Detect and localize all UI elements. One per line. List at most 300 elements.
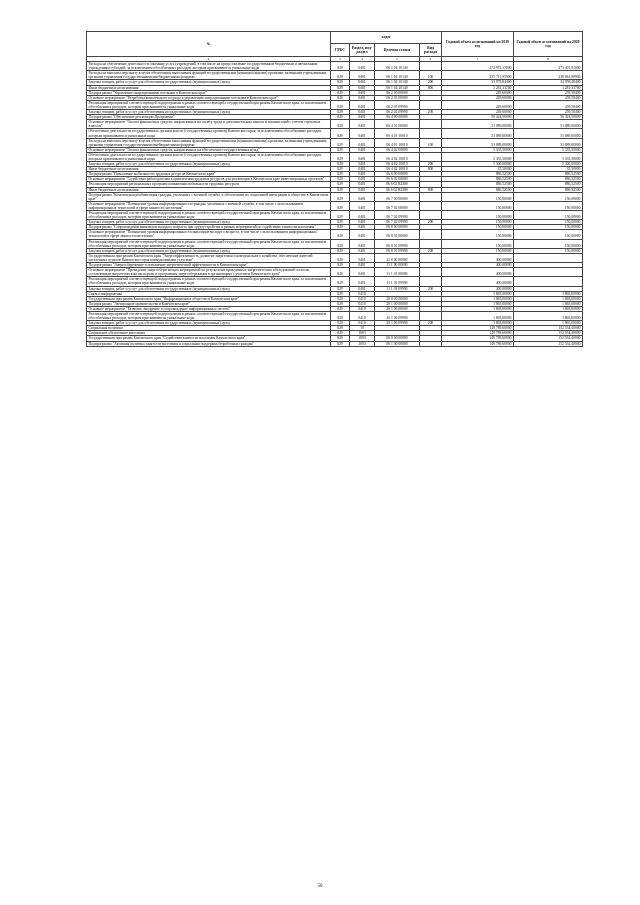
row-amount-2019: 150,00000 (442, 220, 514, 225)
row-amount-2019: 400,00000 (442, 253, 514, 262)
row-expense-type: 200 (420, 80, 442, 85)
row-amount-2020: 238 061,98900 (514, 71, 583, 80)
row-grbs: 829 (331, 138, 350, 147)
row-target-article: 06 2 01 09990 (375, 100, 420, 109)
row-expense-type: 200 (420, 220, 442, 225)
row-razdel: 0410 (350, 321, 375, 326)
row-expense-type (420, 230, 442, 239)
row-razdel: 0401 (350, 230, 375, 239)
row-target-article: 06 4 02 10010 (375, 162, 420, 167)
row-expense-type (420, 201, 442, 210)
row-razdel: 0410 (350, 296, 375, 301)
row-grbs: 829 (331, 341, 350, 346)
row-name: Подпрограмма "Повышение мобильности трудовых ресурсов Камчатского края" (87, 172, 331, 177)
row-target-article: 06 7 02 00000 (375, 201, 420, 210)
row-target-article: 06 6 02 R2380 (375, 187, 420, 192)
header-2019: Годовой объем ассигнований на 2019 год (442, 32, 514, 57)
row-grbs: 829 (331, 172, 350, 177)
row-razdel: 0401 (350, 211, 375, 220)
row-name: Подпрограмма "Сопровождение инвалидов молодого возраста при трудоустройстве в рамках мероприятий по содействию занятости населения" (87, 225, 331, 230)
row-amount-2020 (514, 253, 583, 262)
header-2020: Годовой объем ассигнований на 2020 год (514, 32, 583, 57)
row-expense-type (420, 341, 442, 346)
row-name: Подпрограмма "Комплексная реабилитация граждан, уволенных с военной службы, и обеспечение их социальной интеграции в общество в Камчатском крае" (87, 192, 331, 201)
row-grbs: 829 (331, 201, 350, 210)
row-grbs: 829 (331, 115, 350, 120)
table-body (87, 62, 583, 347)
row-razdel: 0401 (350, 147, 375, 152)
row-grbs: 829 (331, 253, 350, 262)
row-amount-2019: 150,00000 (442, 248, 514, 253)
row-amount-2019: 150,00000 (442, 192, 514, 201)
row-expense-type: 200 (420, 110, 442, 115)
row-amount-2019: 5 300,00000 (442, 162, 514, 167)
row-razdel: 0401 (350, 90, 375, 95)
row-expense-type (420, 268, 442, 277)
table-row (87, 201, 583, 210)
row-razdel: 0401 (350, 115, 375, 120)
row-razdel: 1003 (350, 341, 375, 346)
row-razdel: 0401 (350, 172, 375, 177)
row-target-article: 06 4 01 10010 (375, 138, 420, 147)
row-amount-2019: 886,52500 (442, 177, 514, 182)
row-name: Подпрограмма "Энергосбережение и повышение энергетической эффективности в Камчатском крае" (87, 263, 331, 268)
row-grbs: 829 (331, 182, 350, 187)
row-expense-type (420, 152, 442, 161)
row-expense-type (420, 311, 442, 320)
row-grbs: 829 (331, 268, 350, 277)
row-amount-2019: 150,00000 (442, 211, 514, 220)
row-razdel: 0401 (350, 286, 375, 291)
row-target-article: 06 1 04 10140 (375, 85, 420, 90)
row-razdel: 0401 (350, 253, 375, 262)
row-target-article: 06 7 02 09990 (375, 220, 420, 225)
row-amount-2019: 149 789,60000 (442, 341, 514, 346)
row-amount-2019: 249,60000 (442, 90, 514, 95)
row-grbs: 829 (331, 301, 350, 306)
row-amount-2020: 1 865,00000 (514, 291, 583, 296)
row-expense-type: 100 (420, 71, 442, 80)
row-name: Реализация мероприятий соответствующей подпрограммы в рамках соответствующей государственной программы Камчатского края, за исключением обособленных расходов, которым присваиваются уникальные коды (87, 239, 331, 248)
row-amount-2019: 51 089,00000 (442, 120, 514, 129)
row-target-article: 20 1 00 00000 (375, 301, 420, 306)
row-grbs: 829 (331, 192, 350, 201)
table-row (87, 311, 583, 320)
row-amount-2020: 5 335,50000 (514, 152, 583, 161)
row-target-article: 06 8 01 00000 (375, 230, 420, 239)
row-expense-type: 200 (420, 248, 442, 253)
row-expense-type (420, 192, 442, 201)
row-amount-2019: 249,60000 (442, 95, 514, 100)
row-expense-type (420, 100, 442, 109)
table-row (87, 138, 583, 147)
row-name: Основное мероприятие "Разработка комплексного подхода к управлению миграционными потоками в Камчатском крае" (87, 95, 331, 100)
row-grbs: 829 (331, 95, 350, 100)
row-amount-2019: 149 789,60000 (442, 331, 514, 336)
row-amount-2020: 56 424,50000 (514, 115, 583, 120)
row-amount-2020: 34 058,48400 (514, 80, 583, 85)
row-amount-2019: 150,00000 (442, 230, 514, 239)
row-name: Обеспечение деятельности государственных органов власти (государственных органов) Камчатского края, за исключением обособленных расходов, которым присваиваются уникальные коды (87, 152, 331, 161)
row-target-article: 11 1 01 09990 (375, 286, 420, 291)
row-grbs: 829 (331, 110, 350, 115)
row-target-article: 20 1 06 00000 (375, 306, 420, 311)
row-target-article: 06 0 00 00000 (375, 336, 420, 341)
row-grbs: 829 (331, 311, 350, 320)
row-amount-2019: 886,52500 (442, 187, 514, 192)
row-grbs: 829 (331, 321, 350, 326)
row-target-article: 06 6 02 R2380 (375, 182, 420, 187)
row-amount-2019: 400,00000 (442, 277, 514, 286)
budget-table-sheet (86, 31, 582, 347)
row-razdel: 0401 (350, 138, 375, 147)
row-razdel: 0410 (350, 306, 375, 311)
table-row (87, 152, 583, 161)
row-amount-2019: 249,60000 (442, 110, 514, 115)
row-name: Подпрограмма "Обеспечение реализации Программы" (87, 115, 331, 120)
row-amount-2019: 149 789,60000 (442, 326, 514, 331)
row-grbs: 829 (331, 291, 350, 296)
row-amount-2019: 150,00000 (442, 201, 514, 210)
row-target-article: 06 7 00 00000 (375, 192, 420, 201)
row-name: Основное мероприятие "Проведение энергосберегающих мероприятий по результатам проведенных энергетических обследований согласно составленным энергетическим паспортам и программам энергосбережения в организациях с участием Камчатского края" (87, 268, 331, 277)
row-razdel: 0410 (350, 311, 375, 320)
row-amount-2020: 150,00000 (514, 230, 583, 239)
row-amount-2019: 35,50000 (442, 167, 514, 172)
row-name: Расходы на выплаты персоналу в целях обеспечения выполнения функций государственными (муниципальными) органами, казенными учреждениями, органами управления государственными внебюджетными фондами (87, 138, 331, 147)
header-csr: Целевая статья (375, 44, 420, 57)
row-grbs: 829 (331, 331, 350, 336)
row-amount-2020: 150,00000 (514, 225, 583, 230)
row-amount-2020: 1 865,00000 (514, 301, 583, 306)
table-row (87, 192, 583, 201)
row-grbs: 829 (331, 167, 350, 172)
row-razdel: 0401 (350, 62, 375, 71)
row-amount-2019: 51 089,00000 (442, 138, 514, 147)
row-target-article: 06 2 00 00000 (375, 90, 420, 95)
row-amount-2019: 5 335,50000 (442, 152, 514, 161)
row-target-article: 06 2 01 09990 (375, 110, 420, 115)
row-target-article: 06 4 02 10010 (375, 167, 420, 172)
row-grbs: 829 (331, 326, 350, 331)
row-expense-type: 800 (420, 167, 442, 172)
row-amount-2019: 886,52500 (442, 182, 514, 187)
row-grbs: 829 (331, 296, 350, 301)
row-grbs: 829 (331, 248, 350, 253)
row-name: Реализация мероприятий соответствующей подпрограммы в рамках соответствующей государственной программы Камчатского края, за исключением обособленных расходов, которым присваиваются уникальные коды (87, 211, 331, 220)
row-grbs: 829 (331, 162, 350, 167)
row-name: Подпрограмма "Активная политика занятости населения и социальная поддержка безработных граждан" (87, 341, 331, 346)
row-name: Закупка товаров, работ и услуг для обеспечения государственных (муниципальных) нужд (87, 286, 331, 291)
row-amount-2019: 272 972,17000 (442, 62, 514, 71)
row-name: Государственная программа Камчатского края "Содействие занятости населения Камчатского края" (87, 336, 331, 341)
row-amount-2019: 886,52500 (442, 172, 514, 177)
row-grbs: 829 (331, 263, 350, 268)
row-amount-2020: 150,00000 (514, 211, 583, 220)
row-razdel: 0401 (350, 177, 375, 182)
row-grbs: 829 (331, 62, 350, 71)
row-razdel: 0410 (350, 301, 375, 306)
row-razdel: 0401 (350, 80, 375, 85)
row-amount-2020: 5 335,50000 (514, 147, 583, 152)
row-amount-2020: 1 865,00000 (514, 321, 583, 326)
table-row (87, 62, 583, 71)
row-amount-2020: 150,00000 (514, 201, 583, 210)
table-row (87, 230, 583, 239)
row-amount-2020: 259,58400 (514, 95, 583, 100)
row-razdel: 0401 (350, 152, 375, 161)
row-expense-type (420, 62, 442, 71)
row-target-article: 11 0 00 00000 (375, 253, 420, 262)
row-razdel: 0401 (350, 201, 375, 210)
row-name: Иные бюджетные ассигнования (87, 85, 331, 90)
row-target-article: 06 8 01 09990 (375, 248, 420, 253)
row-amount-2020: 886,52500 (514, 182, 583, 187)
column-number: 5 (375, 57, 420, 62)
row-razdel: 0401 (350, 192, 375, 201)
row-amount-2020: 886,52500 (514, 172, 583, 177)
row-amount-2019: 149 789,60000 (442, 336, 514, 341)
row-expense-type: 800 (420, 85, 442, 90)
row-expense-type (420, 129, 442, 138)
table-row (87, 277, 583, 286)
row-name: Реализация мероприятий соответствующей подпрограммы в рамках соответствующей государственной программы Камчатского края, за исключением обособленных расходов, которым присваиваются уникальные коды (87, 311, 331, 320)
row-amount-2019: 33 978,84400 (442, 80, 514, 85)
row-expense-type: 800 (420, 187, 442, 192)
row-name: Иные бюджетные ассигнования (87, 187, 331, 192)
row-target-article: 11 1 00 00000 (375, 263, 420, 268)
header-number: № (87, 32, 331, 57)
row-expense-type: 100 (420, 138, 442, 147)
row-target-article: 06 4 00 00000 (375, 115, 420, 120)
row-expense-type (420, 211, 442, 220)
row-name: Подпрограмма "Управление миграционными потоками в Камчатском крае" (87, 90, 331, 95)
row-name: Социальная политика (87, 326, 331, 331)
row-amount-2019: 150,00000 (442, 239, 514, 248)
row-grbs: 829 (331, 177, 350, 182)
row-grbs: 829 (331, 71, 350, 80)
row-amount-2020: 152 534,40000 (514, 331, 583, 336)
row-expense-type (420, 120, 442, 129)
row-amount-2020: 886,52500 (514, 177, 583, 182)
row-razdel: 0401 (350, 248, 375, 253)
row-amount-2020: 1 865,00000 (514, 306, 583, 311)
table-row (87, 253, 583, 262)
row-razdel: 0401 (350, 225, 375, 230)
row-target-article: 11 1 01 09990 (375, 277, 420, 286)
row-amount-2020: 51 089,00000 (514, 129, 583, 138)
row-name: Основное мероприятие "Развитие, внедрение и сопровождение информационных систем" (87, 306, 331, 311)
row-expense-type (420, 239, 442, 248)
row-grbs: 829 (331, 129, 350, 138)
row-name: Государственная программа Камчатского края "Информационное общество в Камчатском крае" (87, 296, 331, 301)
row-name: Обеспечение деятельности государственных органов власти (государственных органов) Камчатского края, за исключением обособленных расходов, которым присваиваются уникальные коды (87, 129, 331, 138)
row-target-article: 06 1 00 00000 (375, 341, 420, 346)
row-razdel: 0401 (350, 187, 375, 192)
row-amount-2019: 249,60000 (442, 100, 514, 109)
column-number: 7 (442, 57, 514, 62)
row-amount-2019: 400,00000 (442, 263, 514, 268)
column-number: 6 (420, 57, 442, 62)
row-target-article: 06 2 01 00000 (375, 95, 420, 100)
row-grbs: 829 (331, 336, 350, 341)
row-name: Закупка товаров, работ и услуг для обеспечения государственных (муниципальных) нужд (87, 80, 331, 85)
row-amount-2020: 51 089,00000 (514, 120, 583, 129)
row-amount-2020: 150,00000 (514, 220, 583, 225)
header-codes: коды (331, 32, 442, 44)
row-razdel: 0401 (350, 263, 375, 268)
row-grbs: 829 (331, 100, 350, 109)
row-grbs: 829 (331, 239, 350, 248)
table-row (87, 129, 583, 138)
row-razdel: 1003 (350, 331, 375, 336)
header-grbs: ГРБС (331, 44, 350, 57)
row-razdel: 0401 (350, 162, 375, 167)
row-target-article: 06 1 04 10140 (375, 80, 420, 85)
row-target-article: 20 0 00 00000 (375, 296, 420, 301)
row-name: Закупка товаров, работ и услуг для обеспечения государственных (муниципальных) нужд (87, 248, 331, 253)
row-razdel: 0410 (350, 291, 375, 296)
row-amount-2020: 150,00000 (514, 192, 583, 201)
row-amount-2020: 1 865,00000 (514, 311, 583, 320)
row-target-article: 06 8 00 00000 (375, 225, 420, 230)
row-name: Иные бюджетные ассигнования (87, 167, 331, 172)
row-razdel: 0401 (350, 182, 375, 187)
row-target-article: 20 1 06 09990 (375, 321, 420, 326)
row-name: Закупка товаров, работ и услуг для обеспечения государственных (муниципальных) нужд (87, 110, 331, 115)
row-amount-2020: 51 089,00000 (514, 138, 583, 147)
row-grbs: 829 (331, 211, 350, 220)
row-amount-2020: 5 300,00000 (514, 162, 583, 167)
row-target-article: 06 4 01 10010 (375, 129, 420, 138)
row-name: Социальное обеспечение населения (87, 331, 331, 336)
row-amount-2020: 275 401,81000 (514, 62, 583, 71)
row-razdel: 0401 (350, 167, 375, 172)
row-amount-2020: 1 865,00000 (514, 296, 583, 301)
row-amount-2020: 35,50000 (514, 167, 583, 172)
budget-table (86, 31, 583, 347)
row-amount-2019: 1 281,33700 (442, 85, 514, 90)
row-amount-2019: 1 865,00000 (442, 301, 514, 306)
row-target-article: 06 4 02 10010 (375, 152, 420, 161)
row-grbs: 829 (331, 230, 350, 239)
header-vr: Вид расхода (420, 44, 442, 57)
row-name: Закупка товаров, работ и услуг для обеспечения государственных (муниципальных) нужд (87, 162, 331, 167)
row-razdel: 0401 (350, 100, 375, 109)
table-row (87, 120, 583, 129)
row-razdel: 1003 (350, 336, 375, 341)
row-name: Основное мероприятие "Повышение уровня информированности граждан, уволенных с военной службы, в том числе с использованием информационных технологий в сфере занятости населения" (87, 201, 331, 210)
row-razdel: 0401 (350, 95, 375, 100)
column-number: 4 (350, 57, 375, 62)
row-amount-2020: 150,00000 (514, 239, 583, 248)
row-amount-2020: 259,58400 (514, 90, 583, 95)
row-razdel: 0401 (350, 220, 375, 225)
row-amount-2020: 152 534,40000 (514, 326, 583, 331)
row-expense-type: 200 (420, 162, 442, 167)
row-amount-2019: 150,00000 (442, 225, 514, 230)
row-name: Закупка товаров, работ и услуг для обеспечения государственных (муниципальных) нужд (87, 220, 331, 225)
row-amount-2019: 51 089,00000 (442, 129, 514, 138)
row-razdel: 0401 (350, 71, 375, 80)
row-amount-2019: 400,00000 (442, 286, 514, 291)
row-amount-2020: 886,52500 (514, 187, 583, 192)
row-amount-2020: 259,58400 (514, 100, 583, 109)
row-grbs: 829 (331, 90, 350, 95)
row-expense-type: 200 (420, 321, 442, 326)
row-razdel: 0401 (350, 120, 375, 129)
row-grbs: 829 (331, 85, 350, 90)
row-razdel: 0401 (350, 85, 375, 90)
row-name: Государственная программа Камчатского края "Энергоэффективность, развитие энергетики и коммунального хозяйства, обеспечение жителей населенных пунктов Камчатского края коммунальными услугами" (87, 253, 331, 262)
row-amount-2019: 56 424,50000 (442, 115, 514, 120)
row-name: Расходы на обеспечение деятельности (оказание услуг) учреждений, в том числе на предоставление государственным бюджетным и автономным учреждениям субсидий, за исключением обособленных расходов, которым присваиваются уникальные коды (87, 62, 331, 71)
row-amount-2019: 5 335,50000 (442, 147, 514, 152)
table-row (87, 341, 583, 346)
row-expense-type (420, 277, 442, 286)
table-row (87, 71, 583, 80)
header-razdel: Раздел, под-раздел (350, 44, 375, 57)
row-grbs: 829 (331, 80, 350, 85)
row-name: Подпрограмма "Электронное правительство в Камчатском крае" (87, 301, 331, 306)
row-target-article: 20 1 06 09990 (375, 311, 420, 320)
row-name: Закупка товаров, работ и услуг для обеспечения государственных (муниципальных) нужд (87, 321, 331, 326)
row-razdel: 0401 (350, 129, 375, 138)
row-grbs: 829 (331, 306, 350, 311)
row-name: Реализация мероприятий соответствующей подпрограммы в рамках соответствующей государственной программы Камчатского края, за исключением обособленных расходов, которым присваиваются уникальные коды (87, 100, 331, 109)
row-grbs: 829 (331, 277, 350, 286)
row-target-article: 06 4 02 00000 (375, 147, 420, 152)
row-target-article: 06 6 02 00000 (375, 177, 420, 182)
row-target-article: 06 8 01 09990 (375, 239, 420, 248)
page-number: 50 (317, 884, 323, 889)
row-amount-2020: 150,00000 (514, 248, 583, 253)
row-expense-type (420, 253, 442, 262)
row-razdel: 0401 (350, 239, 375, 248)
table-row (87, 239, 583, 248)
column-number: 8 (514, 57, 583, 62)
row-amount-2020: 152 534,40000 (514, 336, 583, 341)
row-target-article: 06 6 00 00000 (375, 172, 420, 177)
row-grbs: 829 (331, 225, 350, 230)
row-target-article: 06 1 04 10140 (375, 71, 420, 80)
row-amount-2019: 1 865,00000 (442, 291, 514, 296)
row-amount-2020 (514, 277, 583, 286)
row-name: Основное мероприятие "Содействие работодателям в привлечении трудовых ресурсов для реализации в Камчатском крае инвестиционных проектов" (87, 177, 331, 182)
row-razdel: 0401 (350, 268, 375, 277)
row-target-article: 06 4 01 00000 (375, 120, 420, 129)
row-target-article: 11 1 01 00000 (375, 268, 420, 277)
table-row (87, 211, 583, 220)
table-row (87, 100, 583, 109)
row-razdel: 0401 (350, 277, 375, 286)
table-row (87, 268, 583, 277)
row-name: Связь и информатика (87, 291, 331, 296)
row-grbs: 829 (331, 152, 350, 161)
row-razdel: 0401 (350, 110, 375, 115)
row-amount-2020: 1 281,33700 (514, 85, 583, 90)
row-amount-2019: 1 865,00000 (442, 311, 514, 320)
row-name: Расходы на выплаты персоналу в целях обеспечения выполнения функций государственными (муниципальными) органами, казенными учреждениями, органами управления государственными внебюджетными фондами (87, 71, 331, 80)
row-amount-2019: 1 865,00000 (442, 296, 514, 301)
row-amount-2019: 1 865,00000 (442, 306, 514, 311)
row-name: Основное мероприятие "Оплата финансовых средств, направленных на оплату труда и дополнительных выплат и компенсаций с учетом страховых взносов" (87, 120, 331, 129)
row-razdel: 10 (350, 326, 375, 331)
row-grbs: 829 (331, 286, 350, 291)
row-amount-2020: 152 534,40000 (514, 341, 583, 346)
row-name: Основное мероприятие "Повышение уровня информированности инвалидов молодого возраста, в том числе с использованием информационных технологий в сфере занятости населения" (87, 230, 331, 239)
row-grbs: 829 (331, 187, 350, 192)
